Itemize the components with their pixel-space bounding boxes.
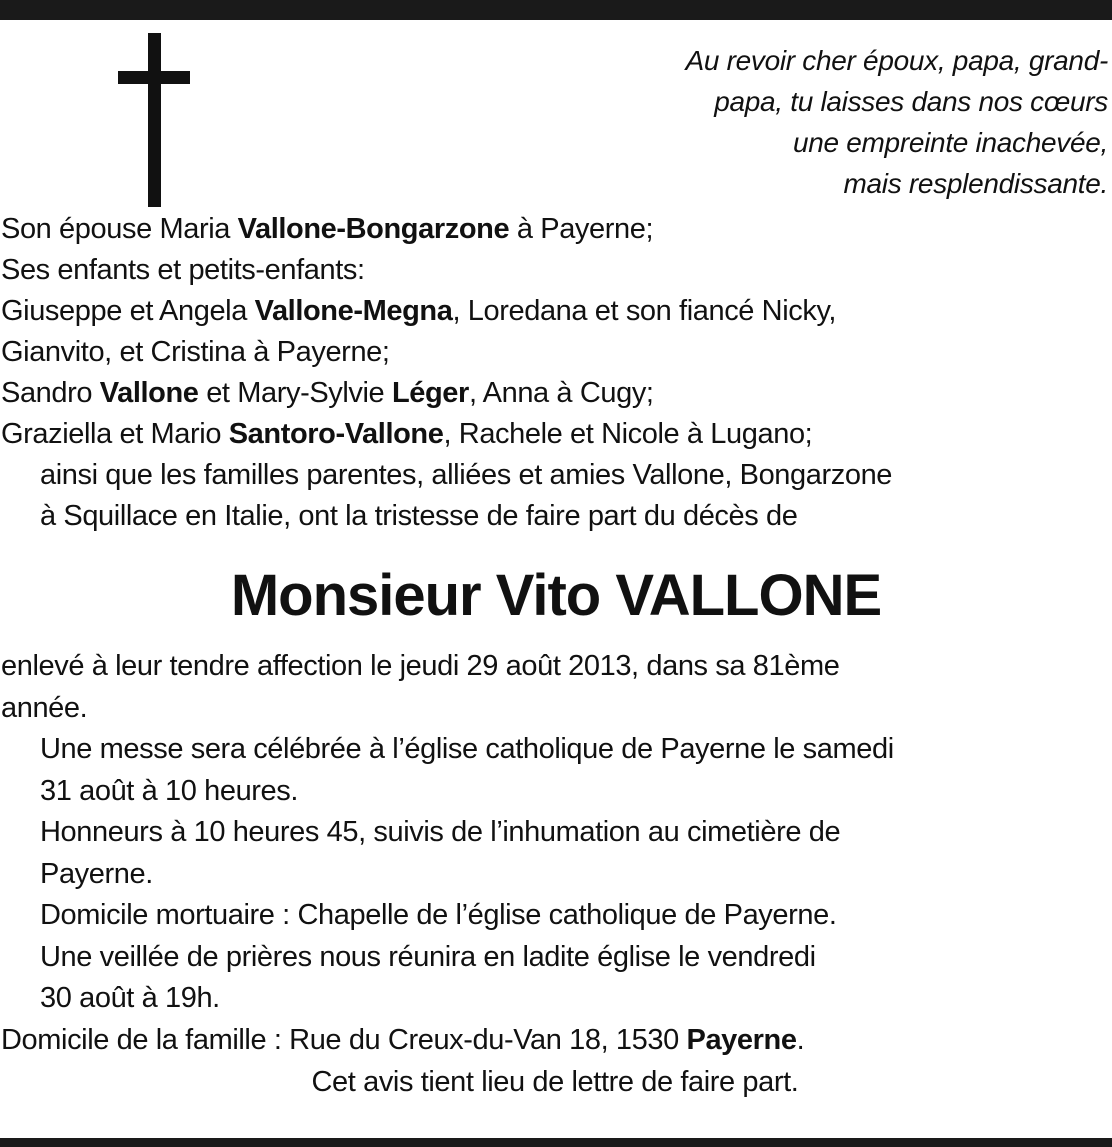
- family-announcement: [1, 209, 1109, 537]
- deceased-name: Monsieur Vito VALLONE: [230, 563, 882, 628]
- vigil-line: 30 août à 19h.: [40, 982, 220, 1014]
- top-rule: [0, 0, 1112, 20]
- epitaph-line: papa, tu laisses dans nos cœurs: [714, 86, 1108, 117]
- children-heading: Ses enfants et petits-enfants:: [1, 254, 365, 286]
- vigil-line: Une veillée de prières nous réunira en ladite église le vendredi: [40, 940, 816, 973]
- mass-line: 31 août à 10 heures.: [40, 774, 299, 807]
- family-surname: Vallone-Megna: [254, 295, 453, 327]
- epitaph-line: Au revoir cher époux, papa, grand-: [685, 45, 1108, 76]
- details-line: enlevé à leur tendre affection le jeudi 29 août 2013, dans sa 81ème: [1, 650, 840, 682]
- family-surname: Vallone: [99, 377, 199, 409]
- details-line: année.: [1, 691, 88, 724]
- relatives-line: à Squillace en Italie, ont la tristesse de faire part du décès de: [40, 500, 798, 532]
- cross-icon: [118, 33, 190, 207]
- spouse-surname: Vallone-Bongarzone: [237, 213, 510, 245]
- family-surname: Léger: [391, 377, 469, 409]
- relatives-line: ainsi que les familles parentes, alliées et amies Vallone, Bongarzone: [40, 459, 893, 491]
- mass-line: Une messe sera célébrée à l’église catholique de Payerne le samedi: [40, 733, 894, 765]
- child-line: Gianvito, et Cristina à Payerne;: [1, 336, 390, 368]
- epitaph-verse: [548, 40, 1108, 204]
- death-details: [1, 646, 1109, 1104]
- bottom-rule: [0, 1138, 1112, 1147]
- honours-line: Payerne.: [40, 857, 153, 890]
- child-line: Sandro Vallone et Mary-Sylvie Léger, Anna à Cugy;: [1, 377, 654, 409]
- child-line: Giuseppe et Angela Vallone-Megna, Loredana et son fiancé Nicky,: [1, 295, 837, 327]
- epitaph-line: une empreinte inachevée,: [792, 127, 1108, 158]
- family-address-line: Domicile de la famille : Rue du Creux-du-Van 18, 1530 Payerne.: [1, 1023, 805, 1056]
- mortuary-line: Domicile mortuaire : Chapelle de l’église catholique de Payerne.: [40, 899, 837, 931]
- child-line: Graziella et Mario Santoro-Vallone, Rachele et Nicole à Lugano;: [1, 418, 813, 450]
- closing-note: Cet avis tient lieu de lettre de faire part.: [311, 1066, 799, 1098]
- honours-line: Honneurs à 10 heures 45, suivis de l’inhumation au cimetière de: [40, 816, 841, 848]
- address-town: Payerne: [686, 1023, 797, 1056]
- family-surname: Santoro-Vallone: [228, 418, 444, 450]
- epitaph-line: mais resplendissante.: [843, 168, 1108, 199]
- spouse-line: Son épouse Maria Vallone-Bongarzone à Payerne;: [1, 213, 654, 245]
